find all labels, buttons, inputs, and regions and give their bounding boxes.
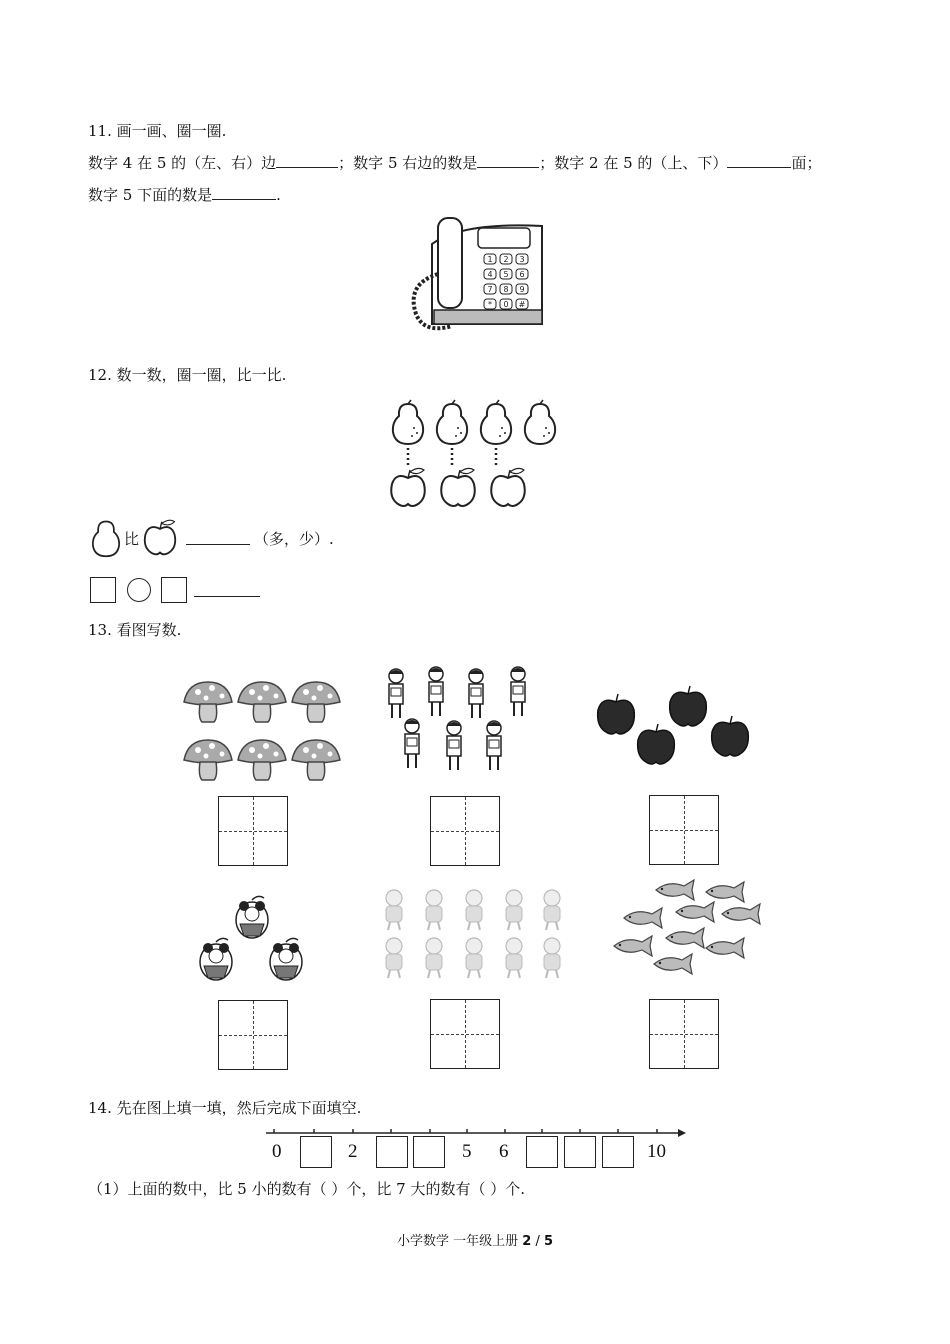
pear-3 [481, 400, 511, 444]
q11-title: 11. 画一画、圈一圈. [88, 122, 227, 140]
number-6: 6 [499, 1141, 509, 1162]
pears-apples-image [388, 398, 564, 510]
answer-grid-faint-figures[interactable] [430, 999, 500, 1069]
key-4: 4 [487, 270, 493, 279]
answer-grid-children[interactable] [430, 796, 500, 866]
footer-label: 小学数学 一年级上册 [396, 1234, 519, 1249]
telephone-image [402, 214, 546, 338]
number-box-8[interactable] [564, 1136, 596, 1168]
key-7: 7 [487, 285, 493, 294]
q11-line2 [88, 185, 281, 205]
q11-line1-b: ；数字 5 右边的数是 [338, 154, 478, 172]
compare-word: 比 [124, 530, 140, 548]
q11-blank-3[interactable] [727, 153, 791, 168]
key-6: 6 [519, 270, 525, 279]
number-box-1[interactable] [300, 1136, 332, 1168]
key-0: 0 [503, 300, 509, 309]
mickey-figures-image [196, 892, 308, 988]
number-5: 5 [462, 1141, 472, 1162]
q12-answer-line[interactable] [194, 596, 260, 597]
fish-image [608, 878, 768, 978]
faint-figures-image [380, 886, 566, 982]
q11-line1 [88, 153, 821, 173]
number-2: 2 [348, 1141, 358, 1162]
pear-4 [525, 400, 555, 444]
number-box-3[interactable] [376, 1136, 408, 1168]
key-star: * [488, 300, 492, 309]
key-hash: # [518, 300, 526, 309]
pear-icon [88, 518, 124, 558]
number-box-9[interactable] [602, 1136, 634, 1168]
apple-icon [140, 518, 180, 558]
apple-3 [491, 468, 525, 506]
compare-circle[interactable] [127, 578, 151, 602]
answer-grid-mushrooms[interactable] [218, 796, 288, 866]
pear-2 [437, 400, 467, 444]
q12-blank[interactable] [186, 530, 250, 545]
q14-sub1: （1）上面的数中，比 5 小的数有（ ）个，比 7 大的数有（ ）个. [88, 1180, 526, 1198]
key-3: 3 [519, 255, 525, 264]
q13-title: 13. 看图写数. [88, 621, 182, 639]
answer-grid-apples[interactable] [649, 795, 719, 865]
footer-total: 5 [543, 1234, 554, 1249]
page-footer [0, 1230, 950, 1249]
number-box-7[interactable] [526, 1136, 558, 1168]
key-8: 8 [503, 285, 509, 294]
q11-line1-c: ；数字 2 在 5 的（上、下） [539, 154, 728, 172]
q11-line2-a: 数字 5 下面的数是 [88, 186, 213, 204]
mushrooms-image [180, 676, 346, 786]
q11-line2-b: . [276, 186, 281, 204]
q12-compare-row [88, 516, 388, 558]
q12-title: 12. 数一数，圈一圈，比一比. [88, 366, 287, 384]
apple-1 [391, 468, 425, 506]
q11-blank-2[interactable] [477, 153, 539, 168]
key-9: 9 [519, 285, 525, 294]
q11-blank-1[interactable] [276, 153, 338, 168]
q11-blank-4[interactable] [212, 185, 276, 200]
footer-page: 2 [522, 1234, 532, 1249]
q12-options: （多，少）. [254, 530, 334, 548]
children-image [384, 664, 534, 776]
q11-line1-d: 面； [791, 154, 822, 172]
answer-grid-mickeys[interactable] [218, 1000, 288, 1070]
answer-grid-fish[interactable] [649, 999, 719, 1069]
key-2: 2 [503, 255, 509, 264]
number-10: 10 [647, 1141, 666, 1162]
pear-1 [393, 400, 423, 444]
apple-2 [441, 468, 475, 506]
footer-sep: / [535, 1234, 540, 1249]
compare-box-right[interactable] [161, 577, 187, 603]
dark-apples-image [594, 680, 754, 770]
q14-title: 14. 先在图上填一填，然后完成下面填空. [88, 1099, 362, 1117]
q11-line1-a: 数字 4 在 5 的（左、右）边 [88, 154, 277, 172]
number-box-4[interactable] [413, 1136, 445, 1168]
key-1: 1 [487, 255, 493, 264]
number-0: 0 [272, 1141, 282, 1162]
key-5: 5 [503, 270, 509, 279]
compare-box-left[interactable] [90, 577, 116, 603]
